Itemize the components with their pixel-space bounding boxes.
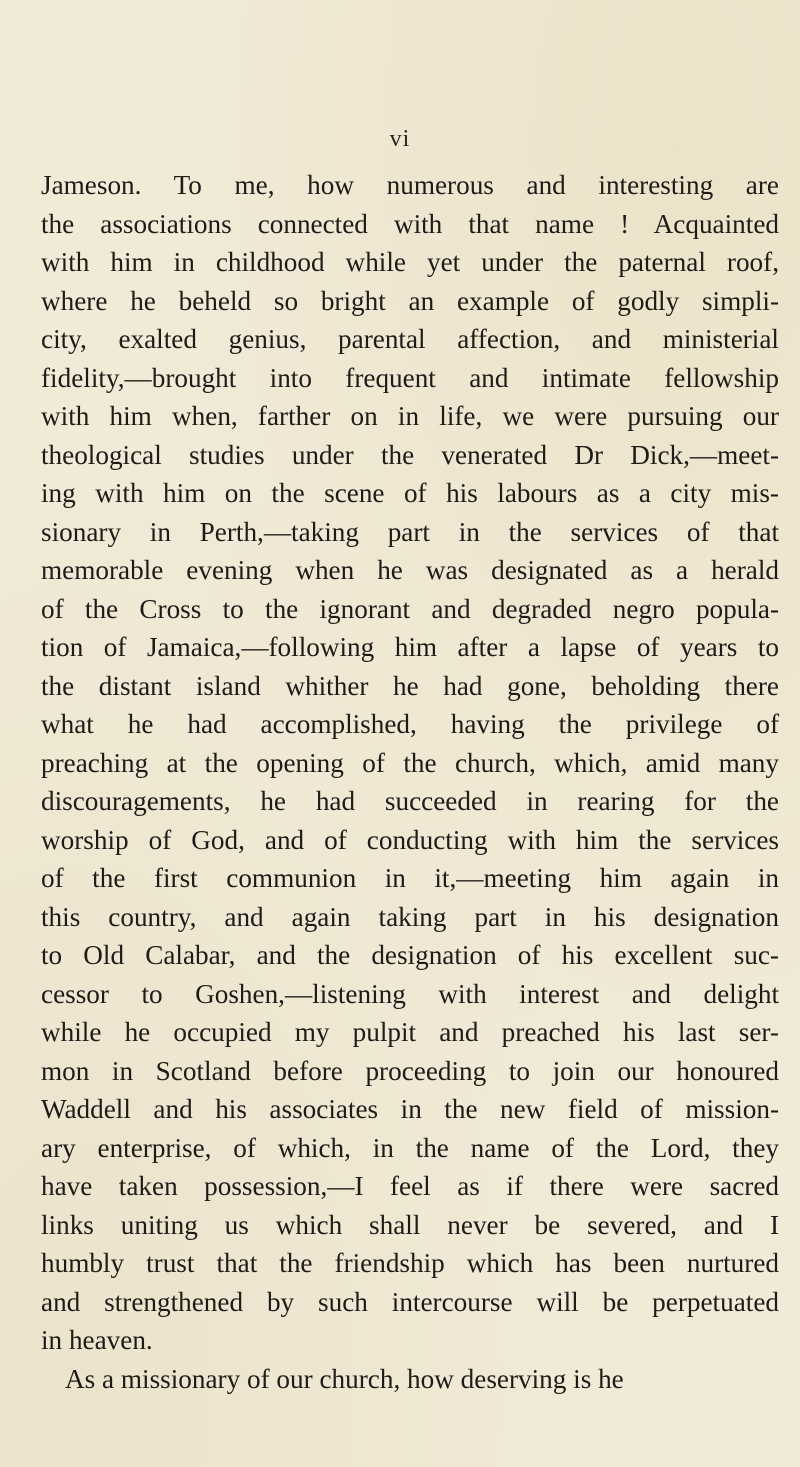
page-number: vi [389, 126, 411, 152]
text-line: tion of Jamaica,—following him after a lapse of years to [41, 632, 779, 662]
text-line: humbly trust that the friendship which has been nurtured [41, 1248, 779, 1278]
text-line: of the Cross to the ignorant and degraded negro popula- [41, 593, 779, 624]
text-line: worship of God, and of conducting with him the services [41, 824, 779, 855]
text-line: while he occupied my pulpit and preached his last ser- [41, 1017, 779, 1047]
text-line: links uniting us which shall never be severed, and I [41, 1209, 779, 1240]
text-line: preaching at the opening of the church, which, amid many [41, 747, 779, 778]
text-line: with him when, farther on in life, we were pursuing our [41, 401, 779, 431]
text-line: theological studies under the venerated Dr Dick,—meet- [41, 439, 779, 470]
text-line: city, exalted genius, parental affection, and ministerial [41, 324, 779, 354]
text-line: Waddell and his associates in the new field of mission- [41, 1094, 779, 1124]
text-line: Jameson. To me, how numerous and interesting are [41, 170, 779, 200]
text-line: ary enterprise, of which, in the name of the Lord, they [41, 1132, 779, 1163]
text-line: fidelity,—brought into frequent and intimate fellowship [41, 362, 779, 393]
paragraph-end-line: in heaven. [41, 1325, 153, 1355]
text-line: to Old Calabar, and the designation of his excellent suc- [41, 940, 779, 970]
text-line: the distant island whither he had gone, beholding there [41, 670, 779, 701]
text-line: what he had accomplished, having the privilege of [41, 709, 779, 739]
text-line: of the first communion in it,—meeting him again in [41, 863, 779, 893]
text-line: cessor to Goshen,—listening with interest and delight [41, 978, 779, 1009]
text-line: the associations connected with that name ! Acquainted [41, 208, 779, 239]
text-line: and strengthened by such intercourse will be perpetuated [41, 1286, 779, 1317]
new-paragraph-line: As a missionary of our church, how deserving is he [65, 1363, 624, 1394]
text-line: mon in Scotland before proceeding to join our honoured [41, 1055, 779, 1086]
text-line: this country, and again taking part in his designation [41, 901, 779, 932]
text-line: have taken possession,—I feel as if there were sacred [41, 1171, 779, 1201]
text-line: discouragements, he had succeeded in rearing for the [41, 786, 779, 816]
text-line: where he beheld so bright an example of godly simpli- [41, 285, 779, 316]
text-line: sionary in Perth,—taking part in the services of that [41, 516, 779, 547]
text-line: memorable evening when he was designated as a herald [41, 555, 779, 585]
text-line: ing with him on the scene of his labours as a city mis- [41, 478, 779, 508]
body-text [41, 166, 779, 1398]
text-line: with him in childhood while yet under the paternal roof, [41, 247, 779, 277]
